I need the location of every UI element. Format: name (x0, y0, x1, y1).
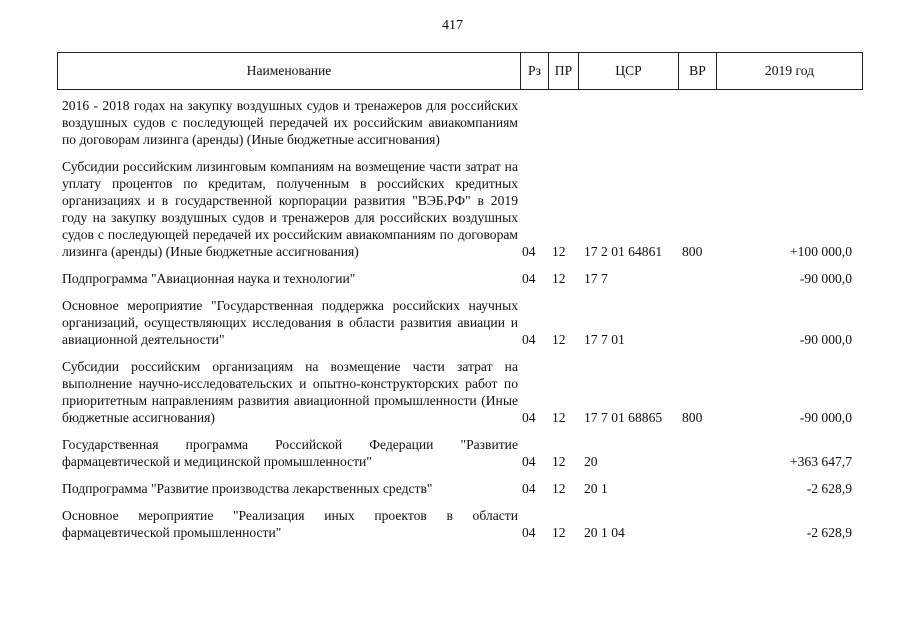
row-vr: 800 (682, 410, 703, 425)
row-amount: -90 000,0 (799, 332, 852, 347)
row-name: Подпрограмма "Развитие производства лекарственных средств" (62, 481, 433, 496)
table-header (57, 52, 863, 90)
table-row (62, 507, 852, 541)
row-name: 2016 - 2018 годах на закупку воздушных судов и тренажеров для российских воздушных судов с последующей передачей их российским авиакомпаниям по договорам лизинга (аренды) (Иные бюджетные ассигнования) (62, 98, 518, 147)
page-number: 417 (442, 18, 463, 33)
header-pr: ПР (549, 53, 579, 89)
row-rz: 04 (522, 332, 536, 347)
row-amount: -90 000,0 (799, 410, 852, 425)
row-rz: 04 (522, 410, 536, 425)
row-name: Основное мероприятие "Государственная поддержка российских научных организаций, осуществляющих исследования в области развития авиации и авиационной деятельности" (62, 298, 518, 347)
row-csr: 20 1 (584, 481, 608, 496)
row-amount: -2 628,9 (806, 525, 852, 540)
table-body (62, 97, 852, 551)
row-pr: 12 (552, 410, 566, 425)
table-row (62, 297, 852, 348)
header-year: 2019 год (764, 63, 815, 78)
table-row (62, 436, 852, 470)
row-name: Субсидии российским организациям на возмещение части затрат на выполнение научно-исследовательских и опытно-конструкторских работ по приоритетным направлениям развития авиационной промышленности (Иные бюджетные ассигнования) (62, 359, 518, 425)
row-csr: 17 7 01 68865 (584, 410, 663, 425)
row-rz: 04 (522, 271, 536, 286)
row-rz: 04 (522, 525, 536, 540)
row-name: Субсидии российским лизинговым компаниям на возмещение части затрат на уплату процентов по кредитам, полученным в российских кредитных организациях и в государственной корпорации развития "ВЭБ.РФ" в 2019 году на закупку воздушных судов и тренажеров для российских воздушных судов с последующей передачей их российским авиакомпаниям по договорам лизинга (аренды) (Иные бюджетные ассигнования) (62, 159, 518, 259)
row-rz: 04 (522, 454, 536, 469)
row-vr: 800 (682, 244, 703, 259)
header-csr: ЦСР (579, 53, 679, 89)
row-pr: 12 (552, 332, 566, 347)
row-csr: 17 7 01 (584, 332, 625, 347)
row-csr: 17 2 01 64861 (584, 244, 663, 259)
row-rz: 04 (522, 244, 536, 259)
row-pr: 12 (552, 271, 566, 286)
row-name: Подпрограмма "Авиационная наука и технологии" (62, 271, 356, 286)
table-row (62, 358, 852, 426)
row-csr: 20 1 04 (584, 525, 625, 540)
row-amount: +363 647,7 (789, 454, 852, 469)
row-pr: 12 (552, 525, 566, 540)
row-name: Государственная программа Российской Федерации "Развитие фармацевтической и медицинской промышленности" (62, 437, 518, 469)
header-vr: ВР (679, 53, 717, 89)
row-pr: 12 (552, 481, 566, 496)
table-row (62, 270, 852, 287)
row-pr: 12 (552, 244, 566, 259)
row-amount: +100 000,0 (789, 244, 852, 259)
row-rz: 04 (522, 481, 536, 496)
table-row (62, 97, 852, 148)
header-rz: Рз (521, 53, 549, 89)
row-csr: 17 7 (584, 271, 608, 286)
row-amount: -2 628,9 (806, 481, 852, 496)
row-csr: 20 (584, 454, 598, 469)
row-pr: 12 (552, 454, 566, 469)
table-row (62, 480, 852, 497)
header-name: Наименование (58, 53, 521, 89)
table-row (62, 158, 852, 260)
row-name: Основное мероприятие "Реализация иных проектов в области фармацевтической промышленности" (62, 508, 518, 540)
row-amount: -90 000,0 (799, 271, 852, 286)
